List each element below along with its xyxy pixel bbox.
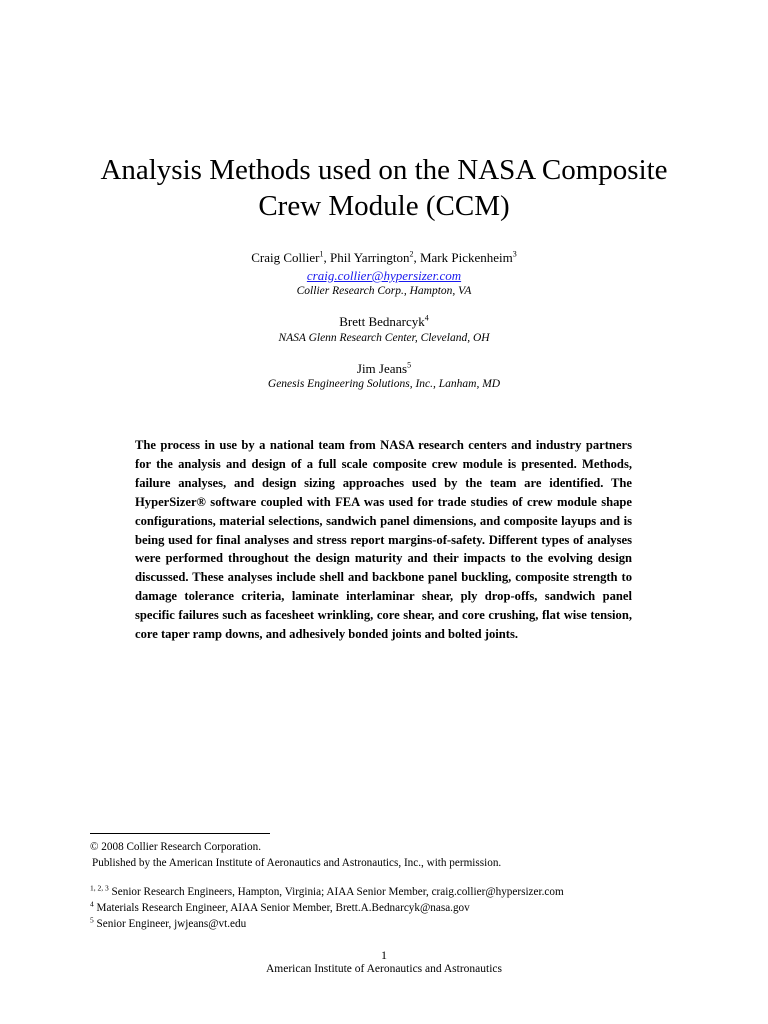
copyright-notice: © 2008 Collier Research Corporation. (90, 841, 261, 853)
title-line-2: Crew Module (CCM) (258, 190, 510, 222)
author-name: Brett Bednarcyk (339, 314, 425, 329)
affiliation-4: NASA Glenn Research Center, Cleveland, OH (278, 332, 490, 344)
author-name: Craig Collier (251, 250, 320, 265)
footnote-5 (90, 917, 246, 931)
abstract: The process in use by a national team from NASA research centers and industry partners for the analysis and design of a full scale composite crew module is presented. Methods, failure analyses, and design sizing approaches used by the team are identified. The HyperSizer® software coupled with FEA was used for trade studies of crew module shape configurations, material selections, sandwich panel dimensions, and composite layups and is being used for final analyses and stress report margins-of-safety. Different types of analyses were performed throughout the design maturity and their impacts to the evolving design discussed. These analyses include shell and backbone panel buckling, composite strength to damage tolerance criteria, laminate interlaminar shear, ply drop-offs, sandwich panel specific failures such as facesheet wrinkling, core shear, and core crushing, flat wise tension, core taper ramp downs, and adhesively bonded joints and bolted joints. (135, 438, 632, 642)
author-name: Jim Jeans (356, 361, 408, 376)
author-email-link[interactable]: craig.collier@hypersizer.com (306, 268, 462, 283)
page-number: 1 (381, 948, 387, 962)
author-5 (0, 361, 768, 377)
footnote-mark: 1, 2, 3 (90, 883, 109, 893)
footnote-text: Materials Research Engineer, AIAA Senior Member, Brett.A.Bednarcyk@nasa.gov (93, 902, 470, 914)
author-name: Mark Pickenheim (419, 250, 513, 265)
title-line-1: Analysis Methods used on the NASA Composite (100, 154, 668, 186)
author-list: Craig Collier$^1$, Phil Yarrington$^2$, Mark Pickenheim$^3$ (251, 249, 517, 265)
footnote-1-2-3 (90, 885, 564, 899)
footnote-4 (90, 901, 470, 915)
paper-title (0, 152, 768, 224)
publication-notice: Published by the American Institute of Aeronautics and Astronautics, Inc., with permission. (92, 857, 502, 869)
footnote-text: Senior Research Engineers, Hampton, Virginia; AIAA Senior Member, craig.collier@hypersizer.com (108, 886, 564, 898)
affiliation-1: Collier Research Corp., Hampton, VA (296, 285, 472, 297)
author-4 (0, 314, 768, 330)
author-mark: 2 (409, 249, 414, 259)
author-mark: 1 (319, 249, 324, 259)
email-line (0, 267, 768, 285)
footnote-text: Senior Engineer, jwjeans@vt.edu (93, 918, 247, 930)
footnote-divider (90, 833, 270, 834)
author-mark: 3 (512, 249, 517, 259)
footer-organization: American Institute of Aeronautics and Astronautics (265, 963, 502, 975)
author-mark: 5 (407, 360, 412, 370)
affiliation-5: Genesis Engineering Solutions, Inc., Lanham, MD (267, 378, 501, 390)
footnote-mark: 5 (90, 915, 94, 925)
footnote-mark: 4 (90, 899, 94, 909)
author-mark: 4 (424, 313, 429, 323)
author-name: Phil Yarrington (329, 250, 410, 265)
